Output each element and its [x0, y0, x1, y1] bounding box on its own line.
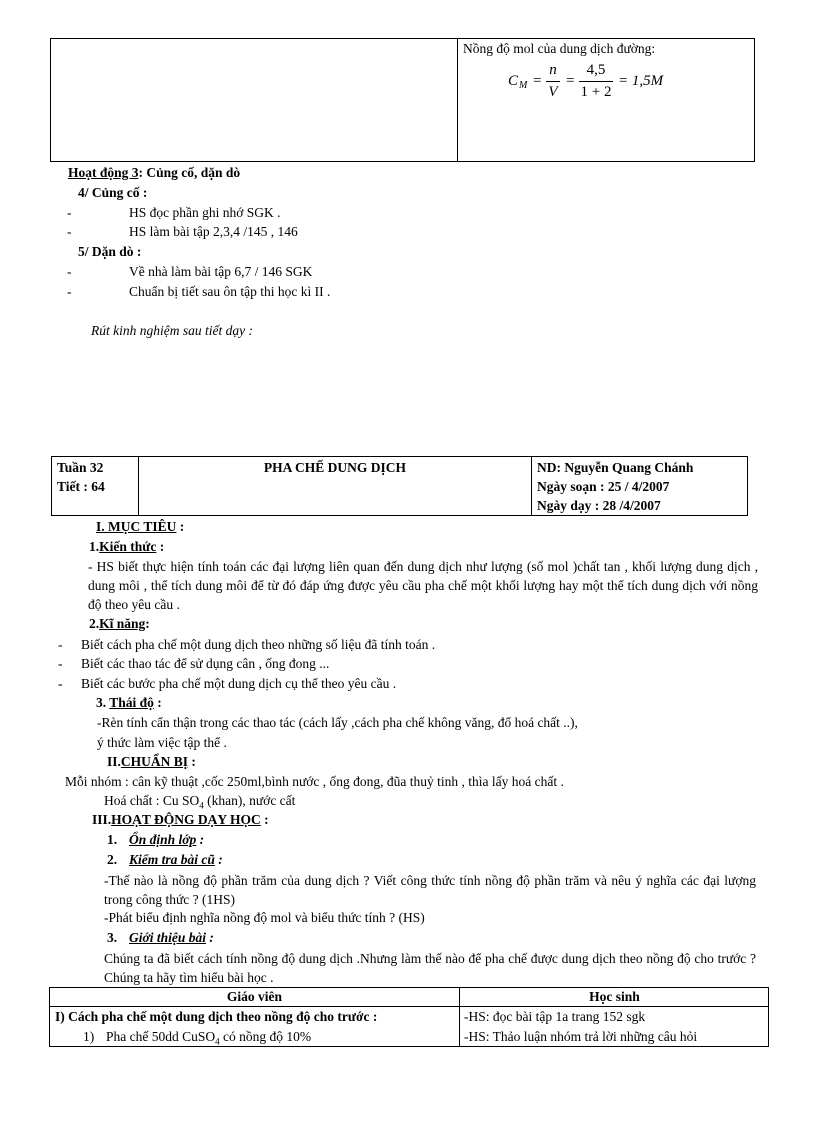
author: ND: Nguyễn Quang Chánh — [537, 460, 694, 475]
teacher-item-subscript: 4 — [215, 1036, 220, 1047]
student-line: -HS: đọc bài tập 1a trang 152 sgk — [464, 1009, 646, 1024]
teacher-section-title: I) Cách pha chế một dung dịch theo nồng độ cho trước : — [55, 1009, 378, 1024]
bullet-dash: - — [58, 637, 63, 652]
knowledge-text: - HS biết thực hiện tính toán các đại lượng liên quan đến dung dịch như lượng (số mol )chất tan , khối lượng dung dịch , dung môi , thể tích dung môi để từ đó đáp ứng được yêu cầu pha chế một khối lượng hay một thể tích dung dịch với nồng độ theo yêu cầu . — [88, 559, 758, 612]
formula-num1: n — [549, 62, 557, 78]
formula-c: C — [508, 73, 519, 89]
activity3-heading — [68, 165, 240, 181]
bullet-dash: - — [67, 264, 72, 279]
list-item: Chuẩn bị tiết sau ôn tập thi học kì II . — [129, 284, 331, 299]
formula-c-sub: M — [519, 80, 528, 91]
intro-text: Chúng ta đã biết cách tính nồng độ dung dịch .Nhưng làm thế nào để pha chế được dung dịch theo nồng độ cho trước ? Chúng ta hãy tìm hiểu bài học . — [104, 951, 756, 985]
formula-den1: V — [548, 84, 558, 100]
activities-label: HOẠT ĐỘNG DẠY HỌC — [111, 812, 261, 827]
objectives-heading — [96, 519, 184, 535]
bullet-dash: - — [58, 676, 63, 691]
prep-date: Ngày soạn : 25 / 4/2007 — [537, 479, 670, 494]
skills-colon: : — [145, 616, 150, 631]
teacher-item-number: 1) — [83, 1029, 95, 1044]
preparation-label: CHUẨN BỊ — [120, 754, 189, 769]
chemicals-subscript: 4 — [199, 800, 204, 811]
list-item: HS đọc phần ghi nhớ SGK . — [129, 205, 281, 220]
bullet-dash: - — [67, 284, 72, 299]
lesson-number: Tiết : 64 — [57, 479, 105, 494]
section-dan-do: 5/ Dặn dò : — [78, 244, 142, 259]
teach-date: Ngày dạy : 28 /4/2007 — [537, 498, 661, 513]
step3-label: Giới thiệu bài — [129, 930, 207, 945]
molarity-caption: Nồng độ mol của dung dịch đường: — [463, 41, 656, 56]
bullet-dash: - — [58, 656, 63, 671]
top-table-divider — [457, 38, 458, 162]
step3-colon: : — [206, 930, 214, 945]
preparation-line: Mỗi nhóm : cân kỹ thuật ,cốc 250ml,bình nước , ống đong, đũa thuỷ tinh , thìa lấy hoá chất . — [65, 774, 564, 789]
formula-fracline2 — [579, 81, 613, 82]
knowledge-heading — [89, 539, 164, 555]
skills-heading — [89, 616, 150, 632]
bullet-dash: - — [67, 224, 72, 239]
step2-label: Kiểm tra bài cũ — [129, 852, 215, 867]
attitude-line: ý thức làm việc tập thể . — [97, 735, 227, 750]
step1-label: Ổn định lớp — [129, 832, 197, 847]
step-intro — [129, 930, 214, 946]
rut-kinh-nghiem: Rút kinh nghiệm sau tiết dạy : — [91, 323, 253, 338]
activities-heading — [92, 812, 269, 828]
step-number: 2. — [107, 852, 118, 867]
chemicals-text-rest: (khan), nước cất — [203, 793, 296, 808]
lesson-title: PHA CHẾ DUNG DỊCH — [263, 460, 407, 475]
knowledge-num: 1. — [89, 539, 100, 554]
attitude-label: Thái độ — [109, 695, 154, 710]
activity3-label: Hoạt động 3 — [68, 165, 139, 180]
col-header-teacher: Giáo viên — [226, 989, 283, 1004]
chemicals-text: Hoá chất : Cu SO — [104, 793, 200, 808]
teacher-item-text-rest: có nồng độ 10% — [219, 1029, 312, 1044]
attitude-colon: : — [153, 695, 162, 710]
col-header-student: Học sinh — [589, 989, 640, 1004]
teacher-item — [106, 1029, 311, 1050]
skills-label: Kĩ năng — [99, 616, 146, 631]
formula-num2: 4,5 — [586, 62, 606, 78]
list-item: HS làm bài tập 2,3,4 /145 , 146 — [129, 224, 298, 239]
step2-colon: : — [214, 852, 223, 867]
preparation-heading — [107, 754, 196, 770]
formula-eq1: = — [533, 73, 542, 89]
review-question-1: -Thế nào là nồng độ phần trăm của dung dịch ? Viết công thức tính nồng độ phần trăm và nêu ý nghĩa các đại lượng trong công thức ? (1HS) — [104, 873, 756, 907]
step-number: 3. — [107, 930, 118, 945]
list-item: Về nhà làm bài tập 6,7 / 146 SGK — [129, 264, 313, 279]
skill-item: Biết các thao tác để sử dụng cân , ống đong ... — [81, 656, 330, 671]
skills-num: 2. — [89, 616, 100, 631]
header-divider-2 — [531, 456, 532, 516]
bullet-dash: - — [67, 205, 72, 220]
attitude-line: -Rèn tính cẩn thận trong các thao tác (cách lấy ,cách pha chế không văng, đổ hoá chất ..), — [97, 715, 578, 730]
student-line: -HS: Thảo luận nhóm trả lời những câu hỏi — [464, 1029, 698, 1044]
objectives-heading-text: I. MỤC TIÊU — [96, 519, 177, 534]
preparation-colon: : — [188, 754, 196, 769]
formula-eq2: = — [566, 73, 575, 89]
knowledge-colon: : — [156, 539, 165, 554]
activities-num: III. — [92, 812, 112, 827]
teacher-item-text: Pha chế 50dd CuSO — [106, 1029, 216, 1044]
objectives-heading-colon: : — [176, 519, 185, 534]
step-classroom-order — [129, 832, 204, 848]
knowledge-label: Kiến thức — [99, 539, 157, 554]
formula-fracline1 — [546, 81, 560, 82]
week-label: Tuần 32 — [57, 460, 104, 475]
skill-item: Biết các bước pha chế một dung dịch cụ thể theo yêu cầu . — [81, 676, 397, 691]
review-question-2: -Phát biểu định nghĩa nồng độ mol và biểu thức tính ? (HS) — [104, 910, 425, 925]
step-review — [129, 852, 223, 868]
activity3-title: : Củng cố, dặn dò — [138, 165, 241, 180]
preparation-num: II. — [107, 754, 121, 769]
skill-item: Biết cách pha chế một dung dịch theo những số liệu đã tính toán . — [81, 637, 436, 652]
formula-result: = 1,5M — [618, 73, 664, 89]
section-cung-co: 4/ Củng cố : — [78, 185, 148, 200]
step1-colon: : — [196, 832, 205, 847]
attitude-num: 3. — [96, 695, 110, 710]
formula-den2: 1 + 2 — [580, 84, 612, 100]
activities-colon: : — [260, 812, 269, 827]
chemicals-line — [104, 793, 295, 814]
step-number: 1. — [107, 832, 118, 847]
attitude-heading — [96, 695, 162, 711]
teaching-table-header-line — [49, 1006, 769, 1007]
